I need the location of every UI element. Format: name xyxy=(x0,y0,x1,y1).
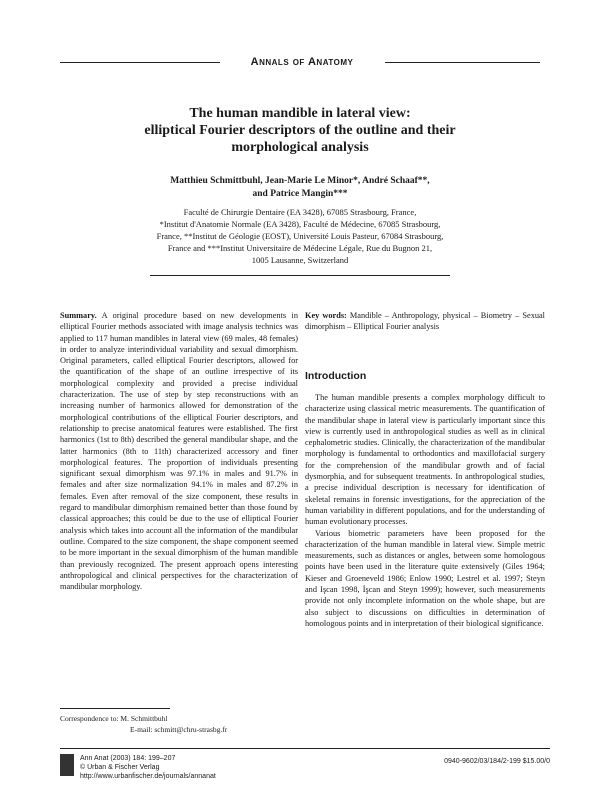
keywords xyxy=(305,310,545,333)
introduction-paragraph: The human mandible presents a complex morphology difficult to characterize using classical metric measurements. The quantification of the mandibular shape in lateral view is particularly important since this view is currently used in anthropological studies as well as in clinical cephalometric studies. Clinically, the characterization of the mandibular morphology is fundamental to orthodontics and maxillofacial surgery for the comprehension of the mandibular growth and of facial dysmorphia, and for subsequent treatments. In anthropological studies, a precise individual description is necessary for identification of skeletal remains in forensic investigations, for the appreciation of the human variability in different populations, and for the understanding of human evolutionary processes. xyxy=(305,393,545,527)
title-line: morphological analysis xyxy=(231,140,369,155)
footer-issn: 0940-9602/03/184/2-199 $15.00/0 xyxy=(444,758,550,765)
author-line: Matthieu Schmittbuhl, Jean-Marie Le Minor*, André Schaaf**, xyxy=(170,176,430,186)
journal-name: Annals of Anatomy xyxy=(250,56,354,68)
footer-url[interactable]: http://www.urbanfischer.de/journals/annanat xyxy=(80,773,216,780)
introduction-heading: Introduction xyxy=(305,370,367,382)
affiliation-line: 1005 Lausanne, Switzerland xyxy=(251,255,349,265)
summary-text: A original procedure based on new developments in elliptical Fourier methods associated with image analysis technics was applied to 117 human mandibles in lateral view (69 males, 48 females) in order to analyze interindividual variability and sexual dimorphism. Original parameters, called elliptical Fourier descriptors, allowed for the quantification of the shape of an outline irrespective of its morphological complexity and provided a precise individual characterization. The use of step by step reconstructions with an increasing number of harmonics allowed for demonstration of the morphological contributions of the elliptical Fourier descriptors, and relationship to precise anatomical features were established. The first harmonics (1st to 8th) described the general mandibular shape, and the latter harmonics (8th to 11th) characterized accessory and finer morphological features. The proportion of individuals presenting significant sexual dimorphism was 97.1% in males and 91.7% in females and after size normalization 94.1% in males and 87.2% in females. Even after removal of the size component, these results in regard to mandibular dimorphism remained better than those found by classical approaches; this could be due to the use of elliptical Fourier analysis which takes into account all the information of the mandibular outline. Compared to the size component, the shape component seemed to be more important in the sexual dimorphism of the human mandible than previously recognized. The present approach opens interesting anthropological and clinical perspectives for the characterization of mandibular morphology. xyxy=(60,311,298,592)
summary-label: Summary. xyxy=(60,311,97,320)
correspondence-email: E-mail: schmitt@chru-strasbg.fr xyxy=(130,725,228,734)
affiliation-line: Faculté de Chirurgie Dentaire (EA 3428), 67085 Strasbourg, France, xyxy=(183,207,417,217)
keywords-label: Key words: xyxy=(305,311,347,320)
footer-rule xyxy=(60,748,550,749)
correspondence-rule xyxy=(60,708,170,709)
introduction-paragraph: Various biometric parameters have been proposed for the characterization of the human mandible in lateral view. Simple metric measurements, such as distances or angles, between some homologous points have been used in the literature quite extensively (Giles 1964; Kieser and Groeneveld 1986; Enlow 1990; Lestrel et al. 1997; Steyn and Işcan 1998, İşcan and Steyn 1999); however, such measurements provide not only incomplete information on the whole shape, but are also subject to discussions on difficulties in determination of homologous points and in interpretation of their biological significance. xyxy=(305,528,545,628)
header-rule-left xyxy=(60,62,220,63)
affiliation-line: France and ***Institut Universitaire de Médecine Légale, Rue du Bugnon 21, xyxy=(167,243,433,253)
footer-citation: Ann Anat (2003) 184: 199–207 xyxy=(80,755,176,762)
footer-citation-block xyxy=(80,754,280,781)
introduction-body xyxy=(305,392,545,629)
correspondence-label: Correspondence to: M. Schmittbuhl xyxy=(60,714,168,723)
keywords-text: Mandible – Anthropology, physical – Biometry – Sexual dimorphism – Elliptical Fourier analysis xyxy=(305,311,545,332)
publisher-logo-icon xyxy=(60,754,74,776)
affiliation-line: *Institut d'Anatomie Normale (EA 3428), Faculté de Médecine, 67085 Strasbourg, xyxy=(159,219,441,229)
affiliations xyxy=(120,206,480,266)
affiliation-line: France, **Institut de Géologie (EOST), Université Louis Pasteur, 67084 Strasbourg, xyxy=(156,231,444,241)
footer-publisher: © Urban & Fischer Verlag xyxy=(80,764,160,771)
summary-abstract xyxy=(60,310,298,592)
author-line: and Patrice Mangin*** xyxy=(252,189,348,199)
article-title xyxy=(60,105,540,156)
title-line: elliptical Fourier descriptors of the outline and their xyxy=(144,123,456,138)
correspondence xyxy=(60,713,298,735)
affiliation-rule xyxy=(150,275,450,276)
title-line: The human mandible in lateral view: xyxy=(189,106,411,121)
author-list xyxy=(100,175,500,201)
header-rule-right xyxy=(385,62,540,63)
